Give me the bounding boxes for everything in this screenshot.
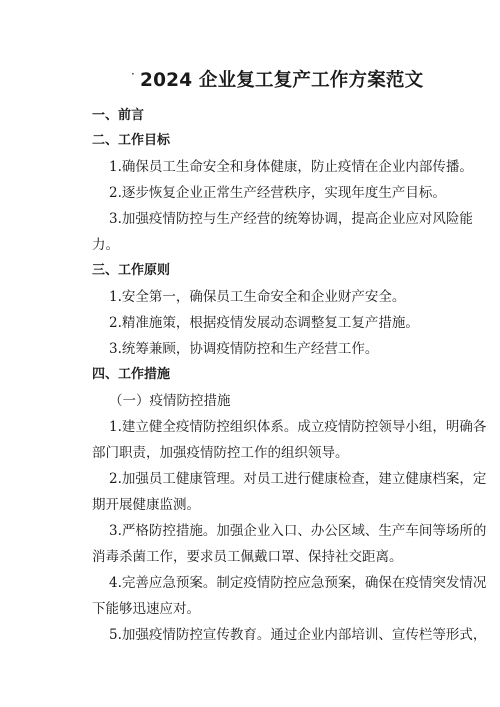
section-heading-principles: 三、工作原则 — [92, 263, 171, 278]
paragraph-line: 2.逐步恢复企业正常生产经营秩序，实现年度生产目标。 — [109, 185, 446, 201]
paragraph-line: 4.完善应急预案。制定疫情防控应急预案，确保在疫情突发情况 — [109, 575, 487, 591]
paragraph-line: 1.确保员工生命安全和身体健康，防止疫情在企业内部传播。 — [109, 159, 473, 175]
paragraph-line: 3.统筹兼顾，协调疫情防控和生产经营工作。 — [109, 341, 379, 357]
paragraph-line: 1.建立健全疫情防控组织体系。成立疫情防控领导小组，明确各 — [109, 419, 487, 435]
paragraph-line: 部门职责，加强疫情防控工作的组织领导。 — [92, 445, 349, 461]
paragraph-line: 3.严格防控措施。加强企业入口、办公区域、生产车间等场所的 — [109, 523, 487, 539]
subsection-heading: （一）疫情防控措施 — [109, 393, 231, 409]
section-heading-preface: 一、前言 — [92, 108, 145, 123]
paragraph-line: 期开展健康监测。 — [92, 497, 200, 513]
section-heading-measures: 四、工作措施 — [92, 367, 171, 382]
paragraph-line: 1.安全第一，确保员工生命安全和企业财产安全。 — [109, 289, 406, 305]
paragraph-line: 消毒杀菌工作，要求员工佩戴口罩、保持社交距离。 — [92, 549, 403, 565]
title-mark: · — [131, 67, 135, 81]
paragraph-line: 5.加强疫情防控宣传教育。通过企业内部培训、宣传栏等形式， — [109, 627, 487, 643]
paragraph-line: 2.加强员工健康管理。对员工进行健康检查，建立健康档案，定 — [109, 471, 487, 487]
paragraph-line: 2.精准施策，根据疫情发展动态调整复工复产措施。 — [109, 315, 419, 331]
document-title: 2024 企业复工复产工作方案范文 — [140, 70, 424, 91]
paragraph-line: 下能够迅速应对。 — [92, 601, 200, 617]
section-heading-goals: 二、工作目标 — [92, 133, 171, 148]
paragraph-line: 力。 — [92, 237, 119, 253]
paragraph-line: 3.加强疫情防控与生产经营的统筹协调，提高企业应对风险能 — [109, 211, 473, 227]
